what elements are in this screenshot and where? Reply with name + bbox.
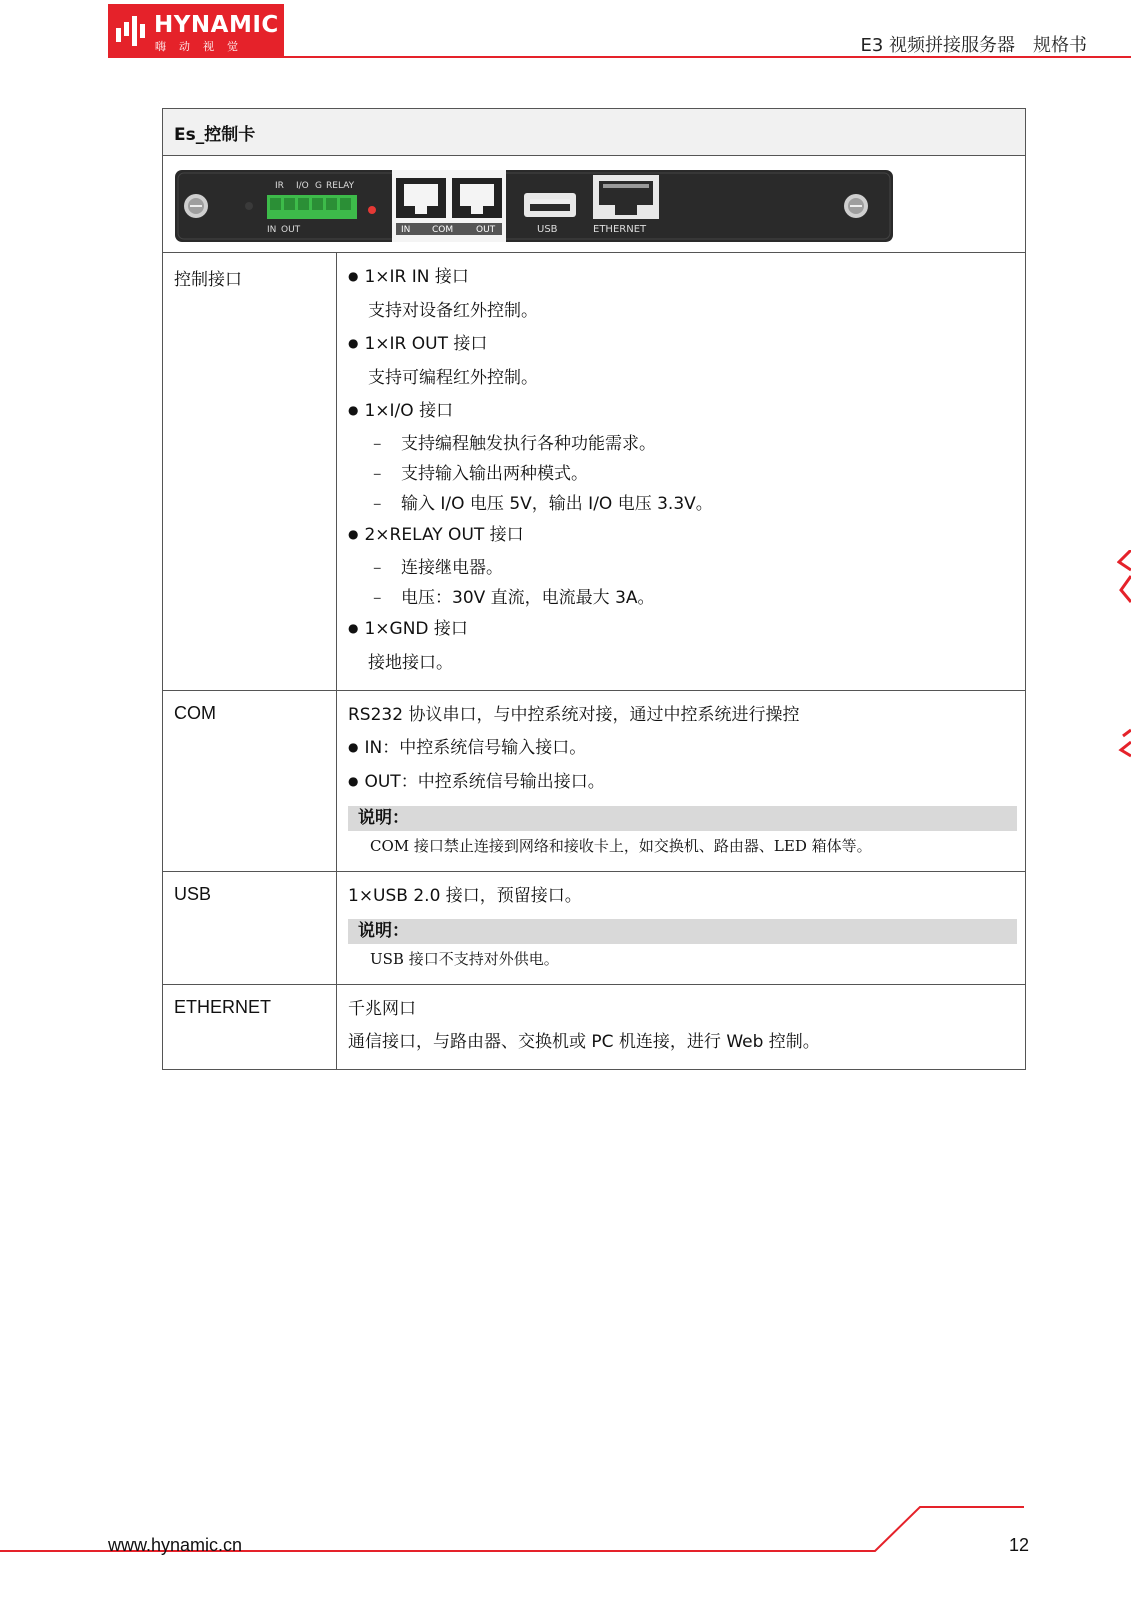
list-item-detail: 支持对设备红外控制。 (368, 301, 538, 321)
com-description: RS232 协议串口，与中控系统对接，通过中控系统进行操控 (348, 705, 800, 725)
list-item: ● 1×I/O 接口 (348, 395, 1017, 429)
list-item: ● IN：中控系统信号输入接口。 (348, 732, 1017, 766)
label-relay: RELAY (326, 181, 355, 191)
label-ir-out: OUT (281, 225, 301, 235)
brand-name: HYNAMIC (154, 12, 279, 38)
usb-description: 1×USB 2.0 接口，预留接口。 (348, 886, 582, 906)
label-ir: IR (275, 181, 284, 191)
label-ethernet: ETHERNET (593, 224, 647, 235)
footer-website: www.hynamic.cn (108, 1535, 243, 1555)
brand-logo (108, 4, 284, 57)
brand-subtitle: 嗨动视觉 (155, 40, 251, 53)
table-title: Es_控制卡 (163, 109, 1026, 156)
page-number: 12 (1008, 1535, 1029, 1555)
note-title: 说明： (348, 919, 1017, 944)
list-item: ● 1×IR OUT 接口 (348, 328, 1017, 362)
list-item-detail: 支持可编程红外控制。 (368, 368, 538, 388)
row-label-usb: USB (163, 872, 337, 985)
label-com: COM (432, 225, 454, 235)
row-desc-com (337, 691, 1026, 872)
row-desc-ethernet (337, 985, 1026, 1070)
ethernet-description: 千兆网口 (348, 999, 416, 1019)
row-label-control: 控制接口 (163, 253, 337, 691)
document-title: E3 视频拼接服务器 规格书 (860, 35, 1087, 56)
terminal-block-icon (267, 195, 357, 219)
list-item: ● 1×GND 接口 (348, 613, 1017, 647)
label-com-in: IN (401, 225, 411, 235)
ethernet-description: 通信接口，与路由器、交换机或 PC 机连接，进行 Web 控制。 (348, 1032, 820, 1052)
usb-port-icon (524, 193, 576, 217)
sub-item: – 支持编程触发执行各种功能需求。 (373, 434, 656, 454)
row-desc-usb (337, 872, 1026, 985)
note-body: COM 接口禁止连接到网络和接收卡上，如交换机、路由器、LED 箱体等。 (370, 837, 872, 855)
logo-mark-icon (114, 14, 150, 50)
sub-item: – 电压：30V 直流，电流最大 3A。 (373, 588, 655, 608)
sub-item: – 输入 I/O 电压 5V，输出 I/O 电压 3.3V。 (373, 494, 713, 514)
header-divider (108, 56, 1131, 58)
com-out-port-icon (452, 178, 502, 218)
label-g: G (315, 181, 322, 191)
label-usb: USB (537, 224, 558, 235)
row-label-com: COM (163, 691, 337, 872)
control-card-panel-image (175, 170, 893, 242)
status-led-icon (368, 206, 376, 214)
spec-table (162, 108, 1026, 1070)
label-io: I/O (296, 181, 309, 191)
note-body: USB 接口不支持对外供电。 (370, 950, 559, 968)
sub-item: – 连接继电器。 (373, 558, 503, 578)
screw-right-icon (844, 194, 868, 218)
list-item: ● 2×RELAY OUT 接口 (348, 519, 1017, 553)
label-com-out: OUT (476, 225, 496, 235)
device-image-cell (163, 156, 1026, 253)
note-title: 说明： (348, 806, 1017, 831)
row-label-ethernet: ETHERNET (163, 985, 337, 1070)
list-item: ● OUT：中控系统信号输出接口。 (348, 766, 1017, 800)
screw-left-icon (184, 194, 208, 218)
sub-item: – 支持输入输出两种模式。 (373, 464, 588, 484)
com-in-port-icon (396, 178, 446, 218)
stamp-fragment-icon (1117, 550, 1131, 770)
ethernet-port-icon (593, 175, 659, 219)
row-desc-control (337, 253, 1026, 691)
list-item: ● 1×IR IN 接口 (348, 261, 1017, 295)
list-item-detail: 接地接口。 (368, 653, 453, 673)
label-ir-in: IN (267, 225, 277, 235)
